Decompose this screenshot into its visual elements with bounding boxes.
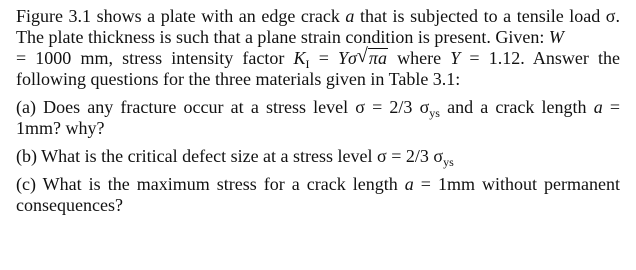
question-c-text-2: = 1mm without permanent consequences? — [16, 174, 620, 215]
problem-statement — [16, 6, 620, 90]
variable-W: W — [548, 27, 564, 47]
radical-icon: √ — [356, 45, 368, 67]
variable-a: a — [345, 6, 355, 26]
intro-text-1: Figure 3.1 shows a plate with an edge crack — [16, 6, 346, 26]
question-a — [16, 97, 620, 139]
intro-text-3: = 1000 mm, stress intensity factor — [16, 48, 294, 68]
intro-text-4: where — [387, 48, 451, 68]
question-c-variable: a — [404, 174, 414, 194]
subscript-I: I — [305, 57, 310, 71]
question-a-text-2: and a crack length — [439, 97, 594, 117]
question-c — [16, 174, 620, 216]
question-b-subscript: ys — [443, 155, 454, 169]
square-root-expression — [356, 45, 388, 69]
question-b-text: (b) What is the critical defect size at a stress level σ = 2/3 σ — [16, 146, 444, 166]
equals-sign: = — [309, 48, 339, 68]
question-a-variable: a — [593, 97, 603, 117]
question-b — [16, 146, 620, 167]
question-a-text-1: (a) Does any fracture occur at a stress level σ = 2/3 σ — [16, 97, 430, 117]
variable-Y: Y — [338, 48, 349, 68]
variable-K: K — [293, 48, 306, 68]
intro-text-2: that is subjected to a tensile load σ. The plate thickness is such that a plane strain condition is present. Given: — [16, 6, 620, 47]
question-c-text-1: (c) What is the maximum stress for a crack length — [16, 174, 405, 194]
intro-text-5: = 1.12. Answer the following questions for the three materials given in Table 3.1: — [16, 48, 620, 89]
radicand-pi-a: πa — [368, 48, 387, 68]
question-a-subscript: ys — [429, 106, 440, 120]
question-a-text-3: = 1mm? why? — [16, 97, 620, 138]
variable-sigma: σ — [348, 48, 357, 68]
variable-Y-2: Y — [450, 48, 461, 68]
